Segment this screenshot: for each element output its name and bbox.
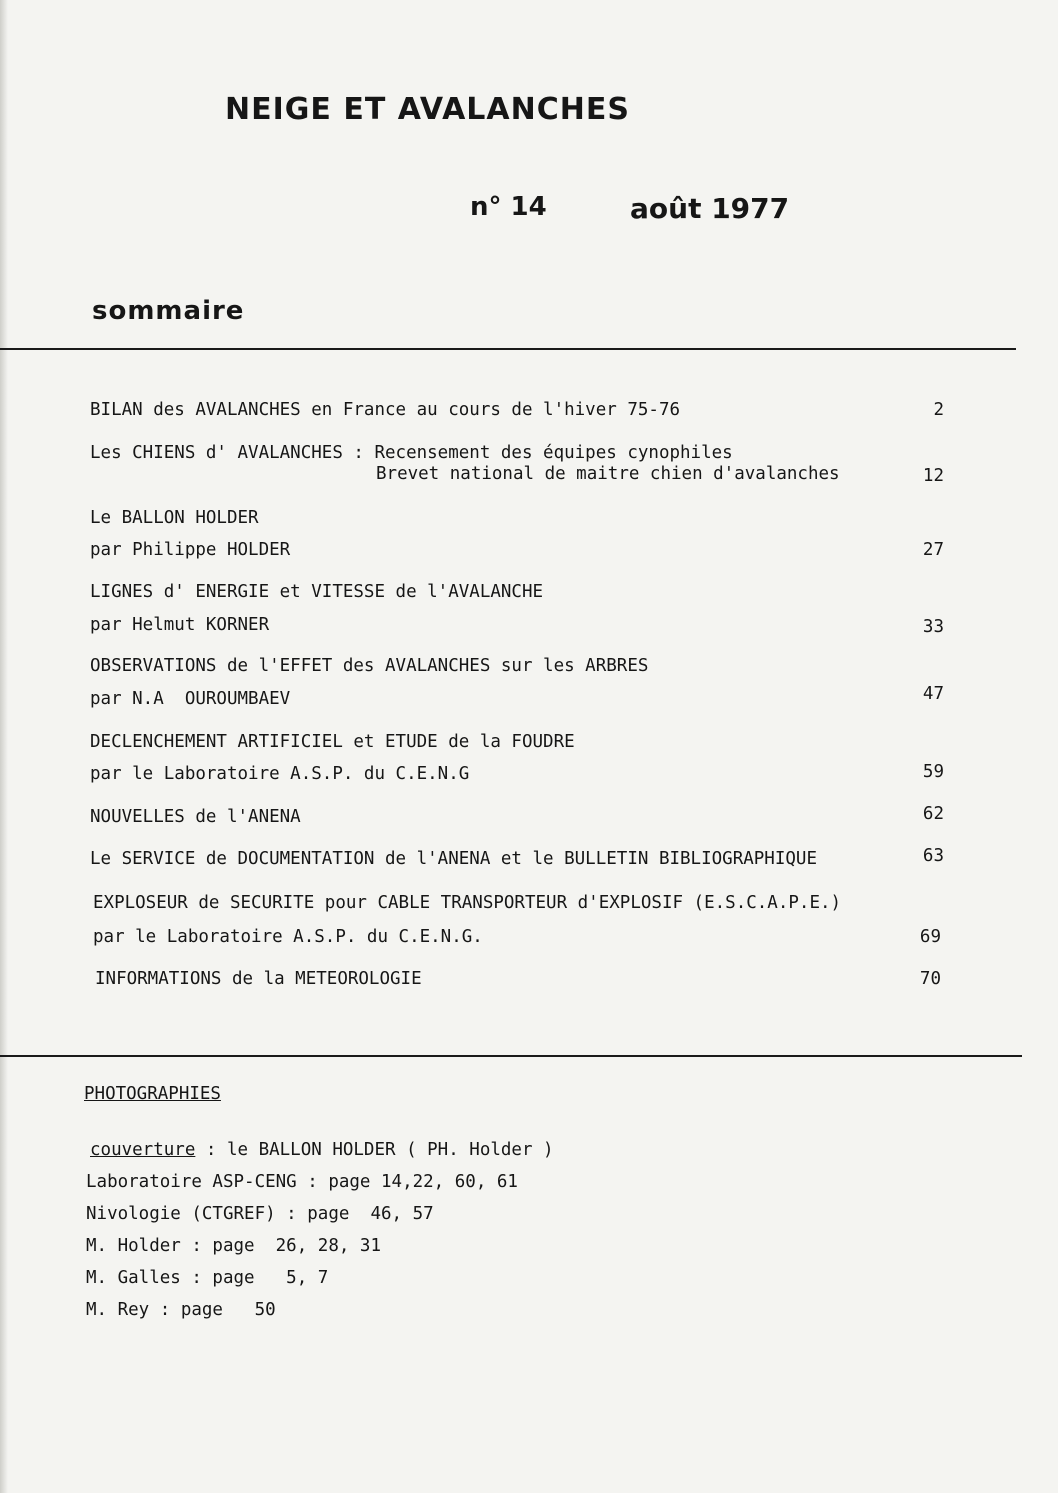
- toc-entry-page: 70: [919, 969, 941, 989]
- toc-entry-page: 33: [922, 617, 944, 637]
- credit-line: Laboratoire ASP-CENG : page 14,22, 60, 61: [86, 1172, 518, 1192]
- photo-credits-heading: PHOTOGRAPHIES: [84, 1084, 221, 1104]
- toc-entry-page: 62: [922, 804, 944, 824]
- issue-number: n° 14: [470, 192, 547, 222]
- cover-credit-text: : le BALLON HOLDER ( PH. Holder ): [195, 1140, 554, 1160]
- journal-title: NEIGE ET AVALANCHES: [225, 92, 630, 127]
- toc-entry-title: Le SERVICE de DOCUMENTATION de l'ANENA et le BULLETIN BIBLIOGRAPHIQUE: [90, 849, 817, 869]
- toc-entry-subtitle: par le Laboratoire A.S.P. du C.E.N.G.: [93, 927, 483, 947]
- toc-entry-subtitle: par Philippe HOLDER: [90, 540, 291, 560]
- toc-entry-title: Les CHIENS d' AVALANCHES : Recensement des équipes cynophiles: [90, 443, 733, 463]
- bottom-divider: [0, 1055, 1022, 1057]
- cover-label: couverture: [90, 1140, 196, 1160]
- credit-line: M. Rey : page 50: [86, 1300, 276, 1320]
- toc-entry-page: 2: [933, 400, 944, 420]
- credit-line: M. Holder : page 26, 28, 31: [86, 1236, 382, 1256]
- toc-entry-subtitle: par N.A OUROUMBAEV: [90, 689, 291, 709]
- toc-entry-page: 69: [919, 927, 941, 947]
- page-binding-edge: [0, 0, 8, 1493]
- toc-entry-page: 27: [922, 540, 944, 560]
- toc-entry-title: BILAN des AVALANCHES en France au cours de l'hiver 75-76: [90, 400, 681, 420]
- toc-entry-page: 63: [922, 846, 944, 866]
- issue-date: août 1977: [630, 192, 790, 225]
- toc-entry-title: EXPLOSEUR de SECURITE pour CABLE TRANSPORTEUR d'EXPLOSIF (E.S.C.A.P.E.): [93, 893, 842, 913]
- credit-line: Nivologie (CTGREF) : page 46, 57: [86, 1204, 434, 1224]
- toc-entry-title: Le BALLON HOLDER: [90, 508, 259, 528]
- credit-line: M. Galles : page 5, 7: [86, 1268, 329, 1288]
- toc-entry-page: 59: [922, 762, 944, 782]
- toc-entry-page: 47: [922, 684, 944, 704]
- toc-entry-title: NOUVELLES de l'ANENA: [90, 807, 301, 827]
- toc-entry-subtitle: par Helmut KORNER: [90, 615, 270, 635]
- toc-entry-page: 12: [922, 466, 944, 486]
- toc-entry-title: LIGNES d' ENERGIE et VITESSE de l'AVALANCHE: [90, 582, 544, 602]
- cover-credit: [90, 1140, 554, 1160]
- toc-entry-title: DECLENCHEMENT ARTIFICIEL et ETUDE de la FOUDRE: [90, 732, 575, 752]
- toc-entry-title: INFORMATIONS de la METEOROLOGIE: [95, 969, 422, 989]
- toc-entry-subtitle: Brevet national de maitre chien d'avalanches: [376, 464, 840, 484]
- contents-heading: sommaire: [92, 296, 245, 326]
- top-divider: [0, 348, 1016, 350]
- toc-entry-title: OBSERVATIONS de l'EFFET des AVALANCHES sur les ARBRES: [90, 656, 649, 676]
- toc-entry-subtitle: par le Laboratoire A.S.P. du C.E.N.G: [90, 764, 470, 784]
